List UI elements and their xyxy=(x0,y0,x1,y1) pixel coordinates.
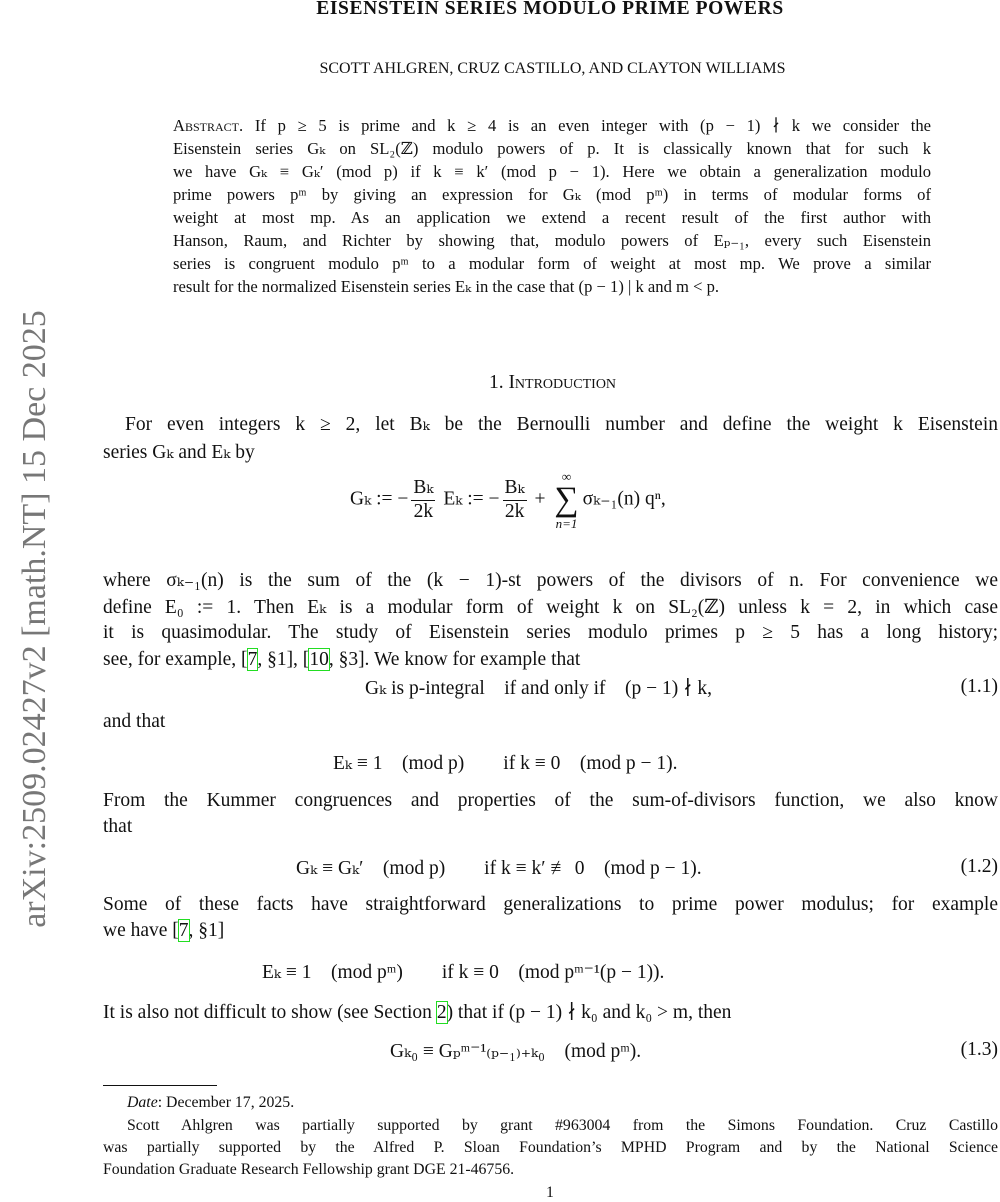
authors: SCOTT AHLGREN, CRUZ CASTILLO, AND CLAYTON WILLIAMS xyxy=(319,60,786,77)
body-line: From the Kummer congruences and properties of the sum-of-divisors function, we also know xyxy=(103,790,998,811)
body-line: define E₀ := 1. Then Eₖ is a modular form of weight k on SL₂(ℤ) unless k = 2, in which case xyxy=(103,597,998,618)
abstract-label: Abstract. xyxy=(173,116,244,135)
citation-link[interactable]: 7 xyxy=(247,649,258,670)
footnote-line: Scott Ahlgren was partially supported by grant #963004 from the Simons Foundation. Cruz Castillo xyxy=(127,1117,998,1134)
equation-1-1: Gₖ is p-integral if and only if (p − 1) ∤ k, xyxy=(365,678,712,699)
footnote-line: was partially supported by the Alfred P. Sloan Foundation’s MPHD Program and by the National Science xyxy=(103,1139,998,1156)
equation-number: (1.3) xyxy=(960,1039,998,1060)
abstract-line: Abstract. If p ≥ 5 is prime and k ≥ 4 is an even integer with (p − 1) ∤ k we consider the xyxy=(173,116,931,135)
body-line: that xyxy=(103,816,133,837)
footnote-line: Foundation Graduate Research Fellowship grant DGE 21-46756. xyxy=(103,1161,515,1178)
equation-definition: Gₖ := − $\frac{\text{Bₖ}}{2k}$ Eₖ := − $\frac{\text{Bₖ}}{2k}$ + ∞ ∑ n=1 σₖ₋₁(n) qⁿ, xyxy=(350,469,666,531)
body-line: Some of these facts have straightforward generalizations to prime power modulus; for example xyxy=(103,894,998,915)
equation-1-3: Gₖ₀ ≡ Gₚᵐ⁻¹₍ₚ₋₁₎₊ₖ₀ (mod pᵐ). xyxy=(390,1041,642,1062)
equation-e-mod-pm: Eₖ ≡ 1 (mod pᵐ) if k ≡ 0 (mod pᵐ⁻¹(p − 1)). xyxy=(262,962,665,983)
abstract-line: Hanson, Raum, and Richter by showing that, modulo powers of Eₚ₋₁, every such Eisenstein xyxy=(173,231,931,250)
body-line: it is quasimodular. The study of Eisenstein series modulo primes p ≥ 5 has a long history; xyxy=(103,622,998,643)
page-number: 1 xyxy=(546,1184,554,1201)
section-link[interactable]: 2 xyxy=(436,1002,447,1023)
footnote-date: Date: December 17, 2025. xyxy=(127,1094,295,1111)
body-line: where σₖ₋₁(n) is the sum of the (k − 1)-st powers of the divisors of n. For convenience we xyxy=(103,570,998,591)
body-line: we have [7, §1] xyxy=(103,920,225,941)
arxiv-stamp: arXiv:2509.02427v2 [math.NT] 15 Dec 2025 xyxy=(16,310,53,928)
equation-number: (1.2) xyxy=(960,856,998,877)
body-line: It is also not difficult to show (see Section 2) that if (p − 1) ∤ k₀ and k₀ > m, then xyxy=(103,1002,732,1023)
abstract-line: weight at most mp. As an application we extend a recent result of the first author with xyxy=(173,208,931,227)
equation-1-2: Gₖ ≡ Gₖ′ (mod p) if k ≡ k′ ≢ 0 (mod p − 1). xyxy=(296,858,702,879)
citation-link[interactable]: 10 xyxy=(309,649,329,670)
section-heading: 1. Introduction xyxy=(488,372,617,393)
footnote-rule xyxy=(103,1085,217,1086)
paper-title: EISENSTEIN SERIES MODULO PRIME POWERS xyxy=(316,0,784,19)
abstract-line: prime powers pᵐ by giving an expression for Gₖ (mod pᵐ) in terms of modular forms of xyxy=(173,185,931,204)
body-line: and that xyxy=(103,711,166,732)
equation-e-mod-p: Eₖ ≡ 1 (mod p) if k ≡ 0 (mod p − 1). xyxy=(333,753,678,774)
abstract-line: Eisenstein series Gₖ on SL₂(ℤ) modulo powers of p. It is classically known that for such k xyxy=(173,139,931,158)
body-line: For even integers k ≥ 2, let Bₖ be the Bernoulli number and define the weight k Eisenstein xyxy=(125,414,998,435)
abstract-line: series is congruent modulo pᵐ to a modular form of weight at most mp. We prove a similar xyxy=(173,254,931,273)
citation-link[interactable]: 7 xyxy=(178,920,189,941)
abstract-line: result for the normalized Eisenstein series Eₖ in the case that (p − 1) | k and m < p. xyxy=(173,277,720,296)
equation-number: (1.1) xyxy=(960,676,998,697)
body-line: series Gₖ and Eₖ by xyxy=(103,442,255,463)
abstract-line: we have Gₖ ≡ Gₖ′ (mod p) if k ≡ k′ (mod p − 1). Here we obtain a generalization modulo xyxy=(173,162,931,181)
body-line: see, for example, [7, §1], [10, §3]. We know for example that xyxy=(103,649,581,670)
